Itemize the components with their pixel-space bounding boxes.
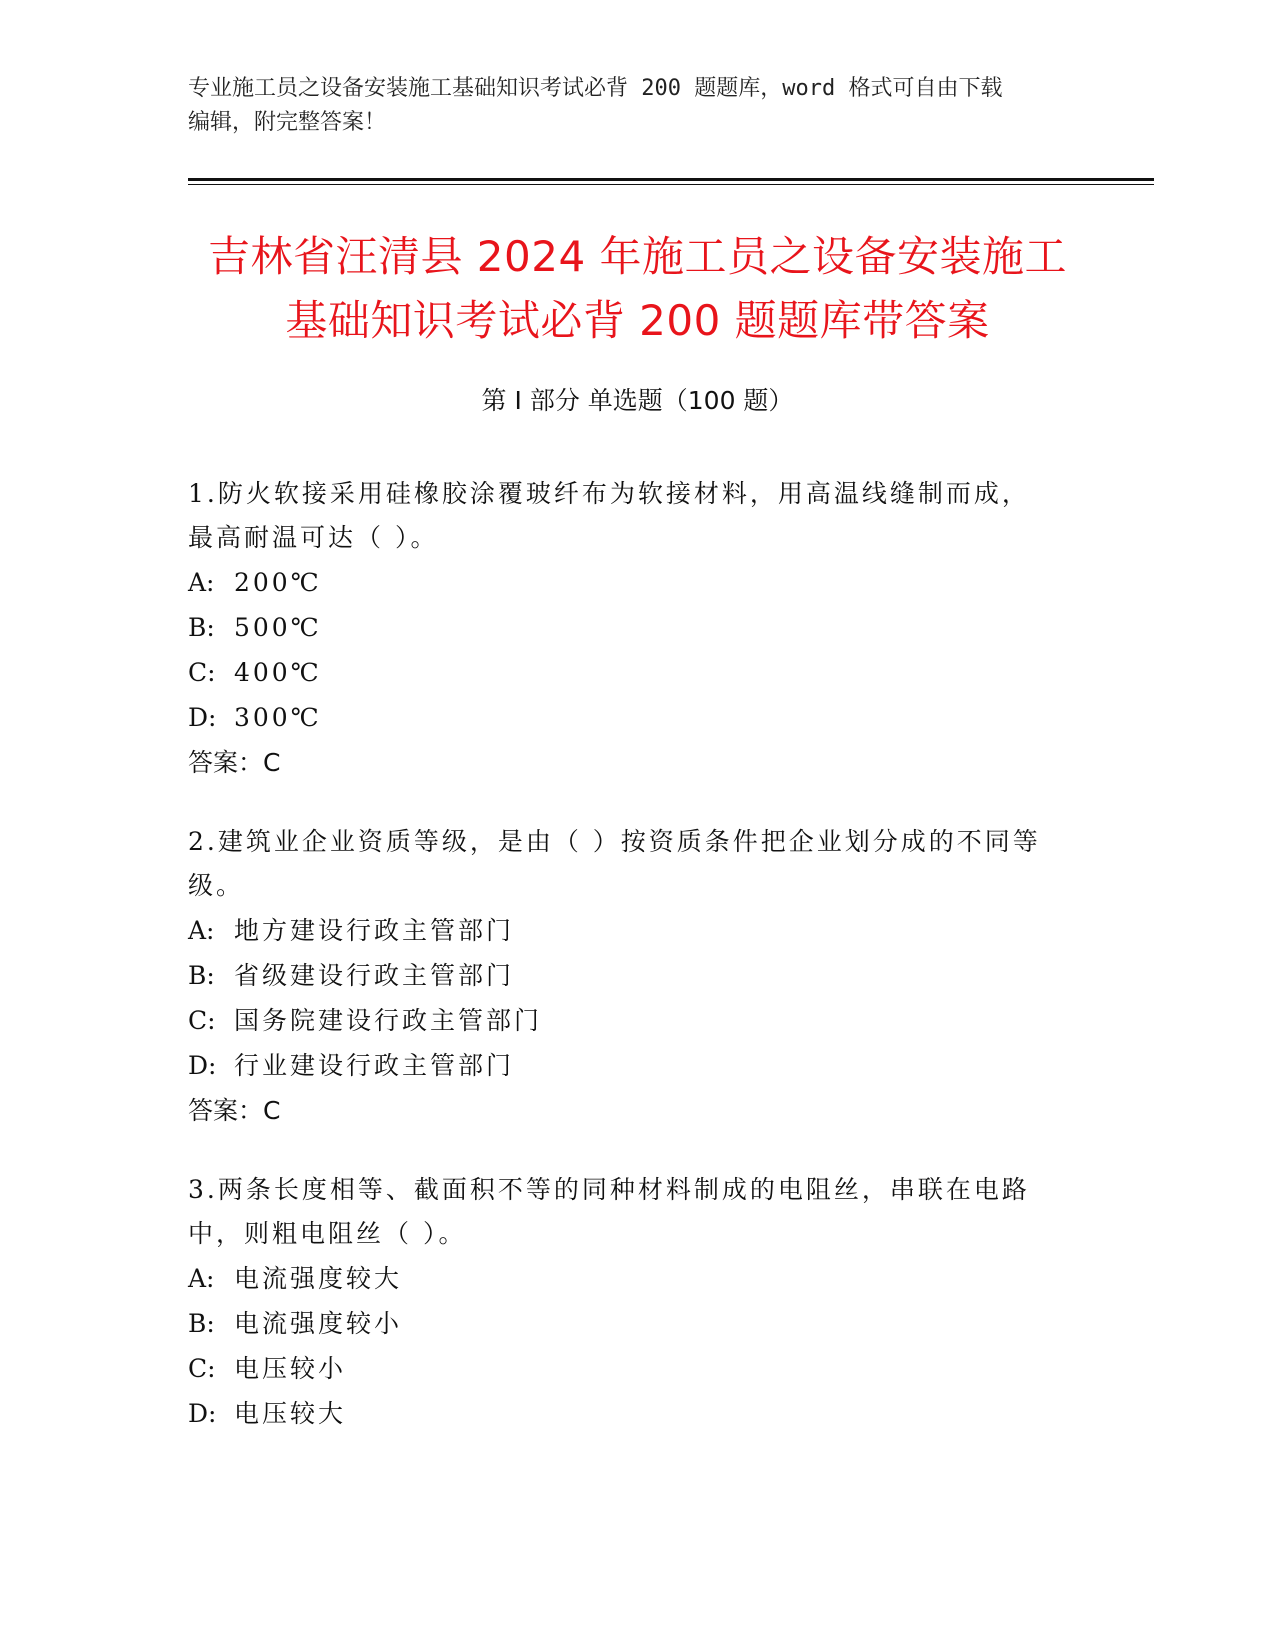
option-b: [188, 1301, 1088, 1346]
header-divider-thin: [188, 184, 1154, 185]
question-stem-line-2: 级。: [188, 871, 245, 900]
option-text: 国务院建设行政主管部门: [234, 1006, 543, 1035]
option-text: 电流强度较大: [234, 1264, 403, 1293]
option-letter: A:: [188, 916, 215, 945]
option-c: [188, 1346, 1088, 1391]
question-stem-line-1: 3.两条长度相等、截面积不等的同种材料制成的电阻丝，串联在电路: [188, 1175, 1030, 1204]
section-title: 第 I 部分 单选题（100 题）: [481, 386, 794, 415]
option-text: 地方建设行政主管部门: [234, 916, 515, 945]
option-letter: C:: [188, 1006, 216, 1035]
question-3: [188, 1168, 1088, 1436]
option-letter: C:: [188, 658, 216, 687]
question-stem-line-1: 2.建筑业企业资质等级，是由（ ）按资质条件把企业划分成的不同等: [188, 827, 1041, 856]
option-d: [188, 695, 1088, 740]
header-note-line-2: 编辑，附完整答案！: [188, 110, 387, 135]
option-text: 500℃: [234, 613, 322, 642]
option-letter: D:: [188, 703, 217, 732]
option-letter: C:: [188, 1354, 216, 1383]
header-divider-thick: [188, 178, 1154, 181]
answer-line: 答案：C: [188, 1096, 281, 1125]
option-letter: A:: [188, 568, 215, 597]
option-d: [188, 1391, 1088, 1436]
option-text: 行业建设行政主管部门: [234, 1051, 515, 1080]
question-stem-line-2: 中，则粗电阻丝（ ）。: [188, 1219, 467, 1248]
option-text: 电流强度较小: [234, 1309, 403, 1338]
option-letter: D:: [188, 1051, 217, 1080]
option-text: 400℃: [234, 658, 322, 687]
option-a: [188, 560, 1088, 605]
document-title: [150, 225, 1125, 353]
option-letter: A:: [188, 1264, 215, 1293]
question-1: [188, 472, 1088, 785]
option-c: [188, 650, 1088, 695]
option-letter: B:: [188, 613, 215, 642]
option-b: [188, 953, 1088, 998]
question-2: [188, 820, 1088, 1133]
option-d: [188, 1043, 1088, 1088]
option-text: 300℃: [234, 703, 322, 732]
question-stem-line-2: 最高耐温可达（ ）。: [188, 523, 439, 552]
option-a: [188, 908, 1088, 953]
option-text: 电压较小: [234, 1354, 347, 1383]
option-letter: D:: [188, 1399, 217, 1428]
option-c: [188, 998, 1088, 1043]
option-text: 电压较大: [234, 1399, 347, 1428]
question-stem-line-1: 1.防火软接采用硅橡胶涂覆玻纤布为软接材料，用高温线缝制而成，: [188, 479, 1030, 508]
header-note-line-1: 专业施工员之设备安装施工基础知识考试必背 200 题题库，word 格式可自由下载: [188, 76, 1003, 101]
option-letter: B:: [188, 961, 215, 990]
document-title-line-2: 基础知识考试必背 200 题题库带答案: [285, 296, 990, 345]
option-text: 省级建设行政主管部门: [234, 961, 515, 990]
document-title-line-1: 吉林省汪清县 2024 年施工员之设备安装施工: [207, 232, 1068, 281]
answer-line: 答案：C: [188, 748, 281, 777]
option-letter: B:: [188, 1309, 215, 1338]
option-text: 200℃: [234, 568, 322, 597]
option-a: [188, 1256, 1088, 1301]
header-note: [188, 72, 1088, 140]
option-b: [188, 605, 1088, 650]
